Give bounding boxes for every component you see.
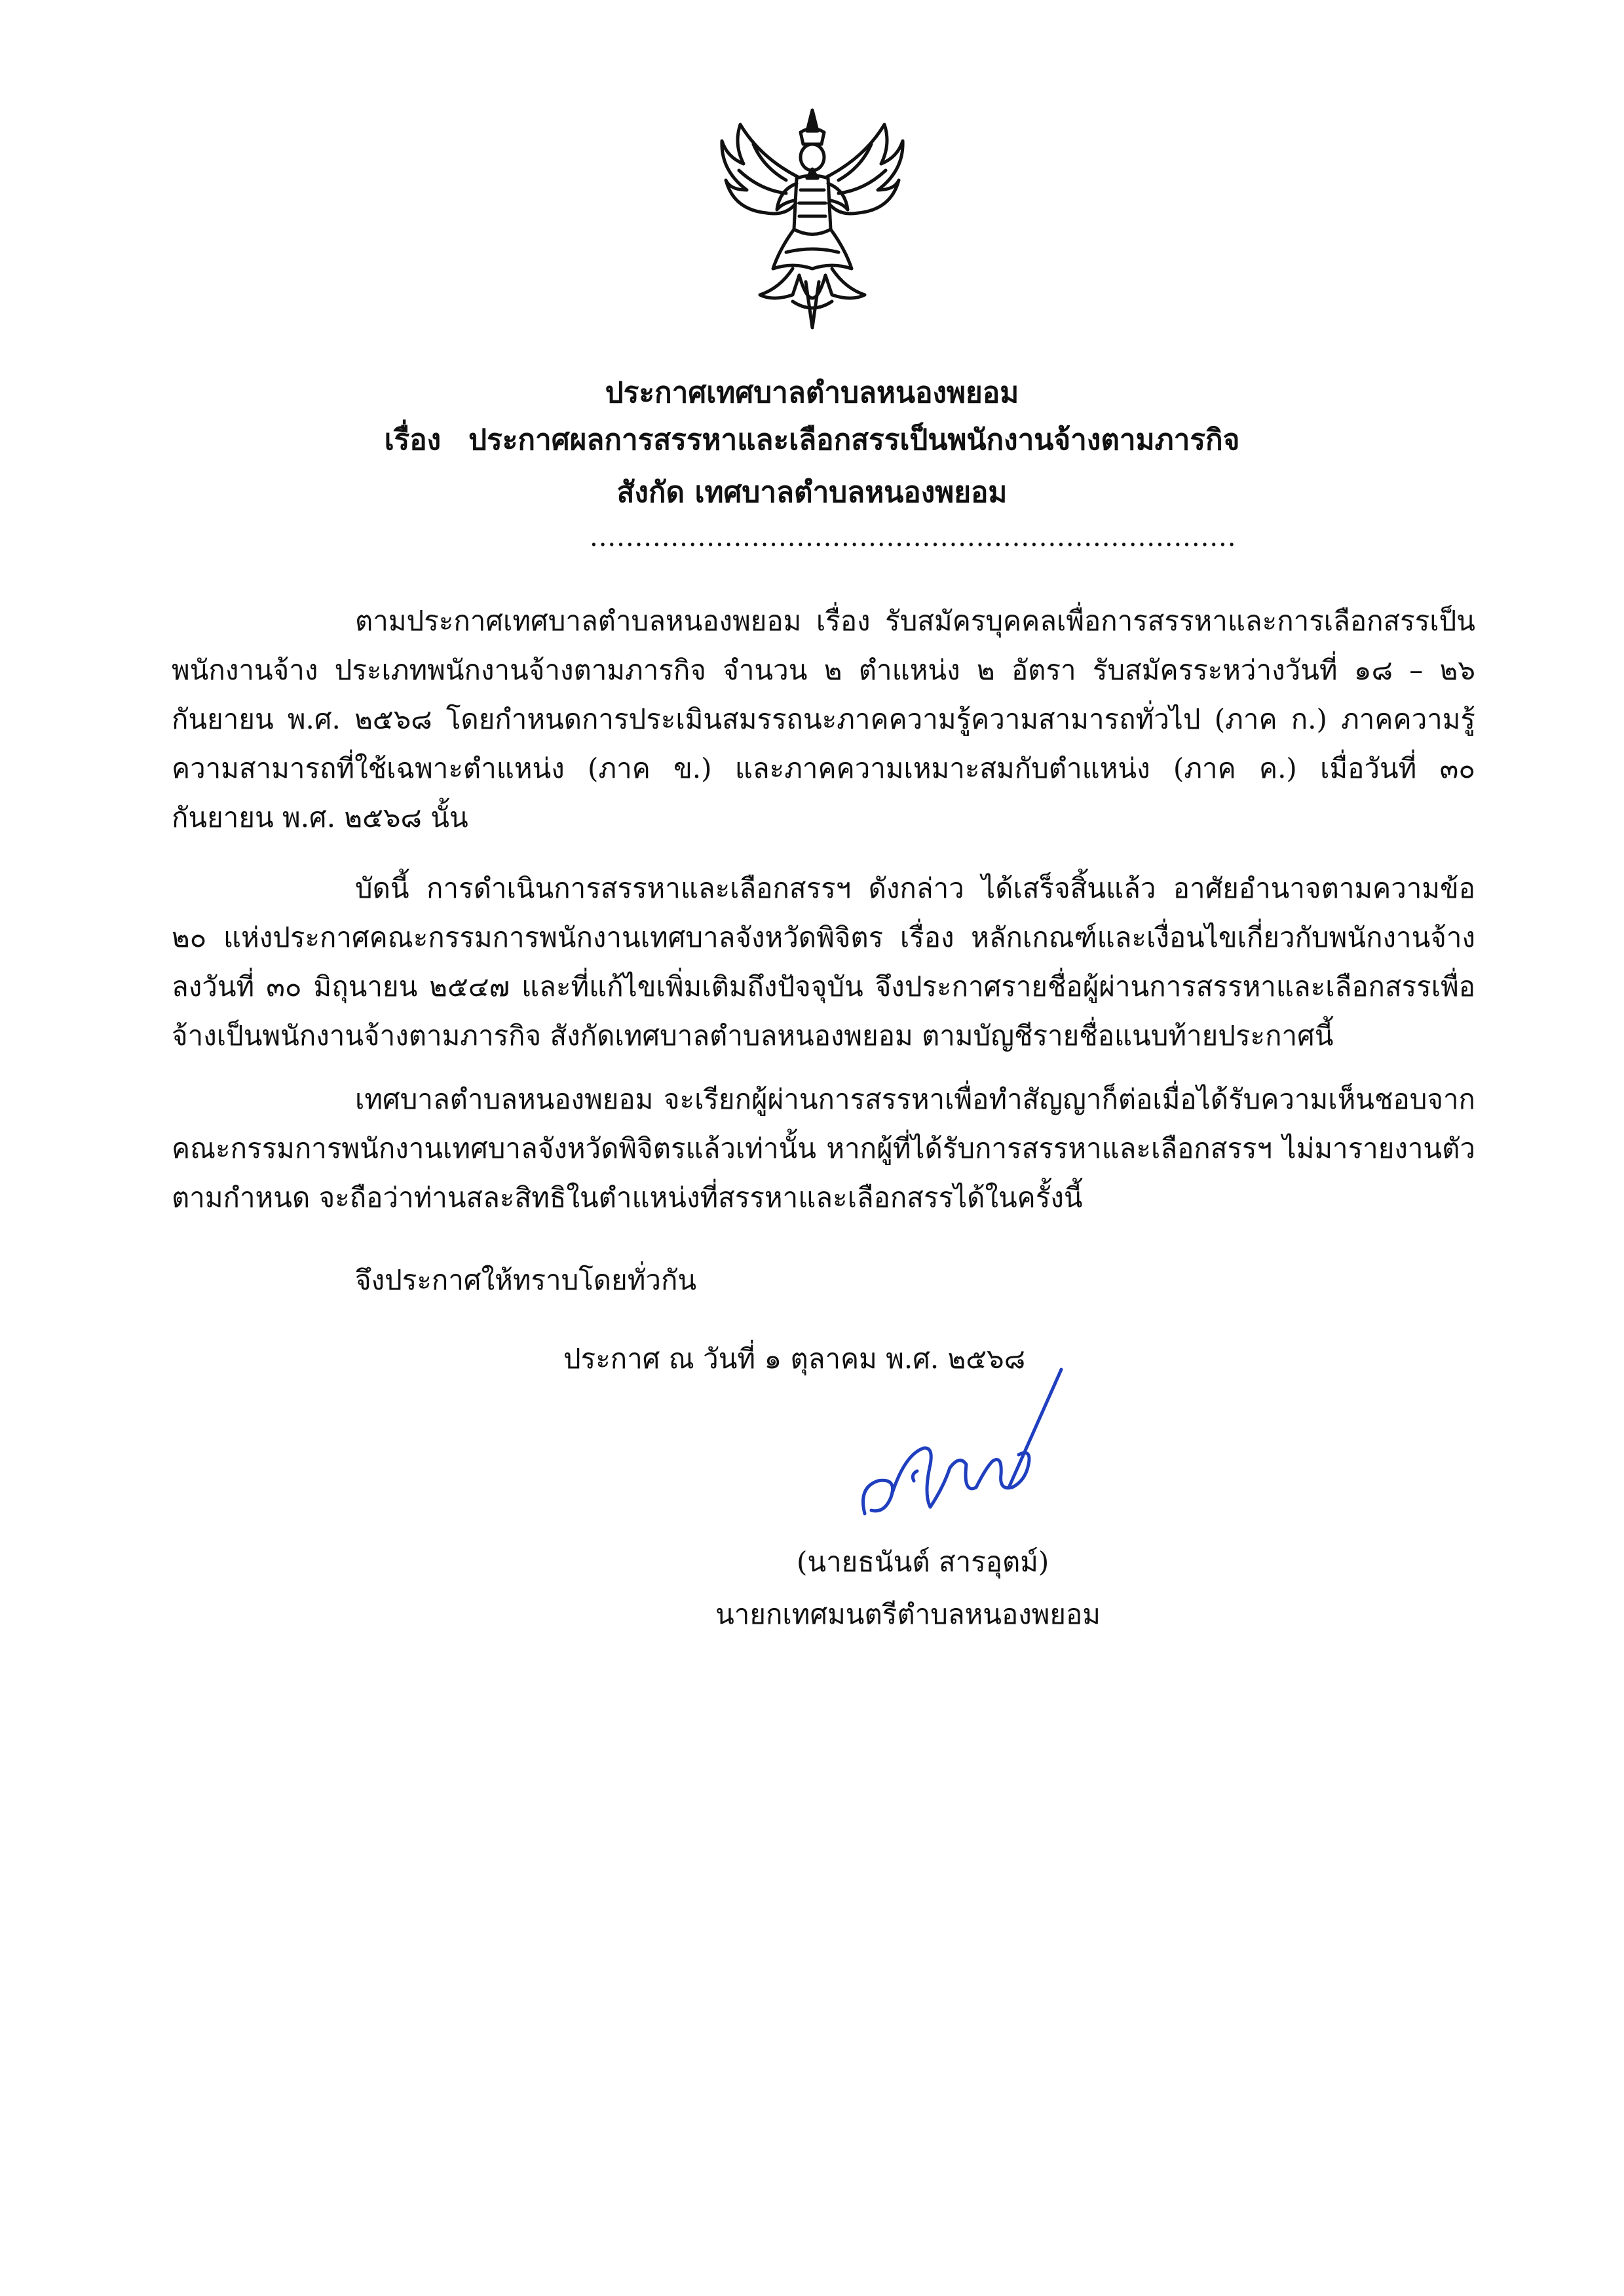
signer-name: (นายธนันต์ สารอุตม์) [797,1546,1049,1578]
paragraph-text: เทศบาลตำบลหนองพยอม จะเรียกผู้ผ่านการสรรหาเพื่อทำสัญญาก็ต่อเมื่อได้รับความเห็นชอบจากคณะกรรมการพนักงานเทศบาลจังหวัดพิจิตรแล้วเท่านั้น หากผู้ที่ได้รับการสรรหาและเลือกสรรฯ ไม่มารายงานตัวตามกำหนด จะถือว่าท่านสละสิทธิในตำแหน่งที่สรรหาและเลือกสรรได้ในครั้งนี้ [172,1083,1475,1214]
garuda-emblem-icon [714,105,911,341]
announcement-date: ประกาศ ณ วันที่ ๑ ตุลาคม พ.ศ. ๒๕๖๘ [563,1343,1026,1375]
subject-label: เรื่อง [384,423,442,457]
handwritten-signature-icon [852,1356,1087,1540]
affiliation-line: สังกัด เทศบาลตำบลหนองพยอม [616,476,1008,509]
signer-position: นายกเทศมนตรีตำบลหนองพยอม [715,1598,1101,1630]
closing-statement: จึงประกาศให้ทราบโดยทั่วกัน [355,1264,697,1296]
dotted-separator: ........................................................................ [590,522,1237,552]
subject-text: ประกาศผลการสรรหาและเลือกสรรเป็นพนักงานจ้างตามภารกิจ [468,423,1240,457]
paragraph-text: บัดนี้ การดำเนินการสรรหาและเลือกสรรฯ ดังกล่าว ได้เสร็จสิ้นแล้ว อาศัยอำนาจตามความข้อ ๒๐ แห่งประกาศคณะกรรมการพนักงานเทศบาลจังหวัดพิจิตร เรื่อง หลักเกณฑ์และเงื่อนไขเกี่ยวกับพนักงานจ้าง ลงวันที่ ๓๐ มิถุนายน ๒๕๔๗ และที่แก้ไขเพิ่มเติมถึงปัจจุบัน จึงประกาศรายชื่อผู้ผ่านการสรรหาและเลือกสรรเพื่อจ้างเป็นพนักงานจ้างตามภารกิจ สังกัดเทศบาลตำบลหนองพยอม ตามบัญชีรายชื่อแนบท้ายประกาศนี้ [172,872,1475,1052]
body-paragraph-2 [172,864,1475,1060]
body-paragraph-1 [172,596,1475,842]
paragraph-text: ตามประกาศเทศบาลตำบลหนองพยอม เรื่อง รับสมัครบุคคลเพื่อการสรรหาและการเลือกสรรเป็นพนักงานจ้าง ประเภทพนักงานจ้างตามภารกิจ จำนวน ๒ ตำแหน่ง ๒ อัตรา รับสมัครระหว่างวันที่ ๑๘ – ๒๖ กันยายน พ.ศ. ๒๕๖๘ โดยกำหนดการประเมินสมรรถนะภาคความรู้ความสามารถทั่วไป (ภาค ก.) ภาคความรู้ความสามารถที่ใช้เฉพาะตำแหน่ง (ภาค ข.) และภาคความเหมาะสมกับตำแหน่ง (ภาค ค.) เมื่อวันที่ ๓๐ กันยายน พ.ศ. ๒๕๖๘ นั้น [172,605,1475,833]
document-title: ประกาศเทศบาลตำบลหนองพยอม [605,376,1019,410]
subject-line [0,419,1624,461]
body-paragraph-3 [172,1075,1475,1222]
